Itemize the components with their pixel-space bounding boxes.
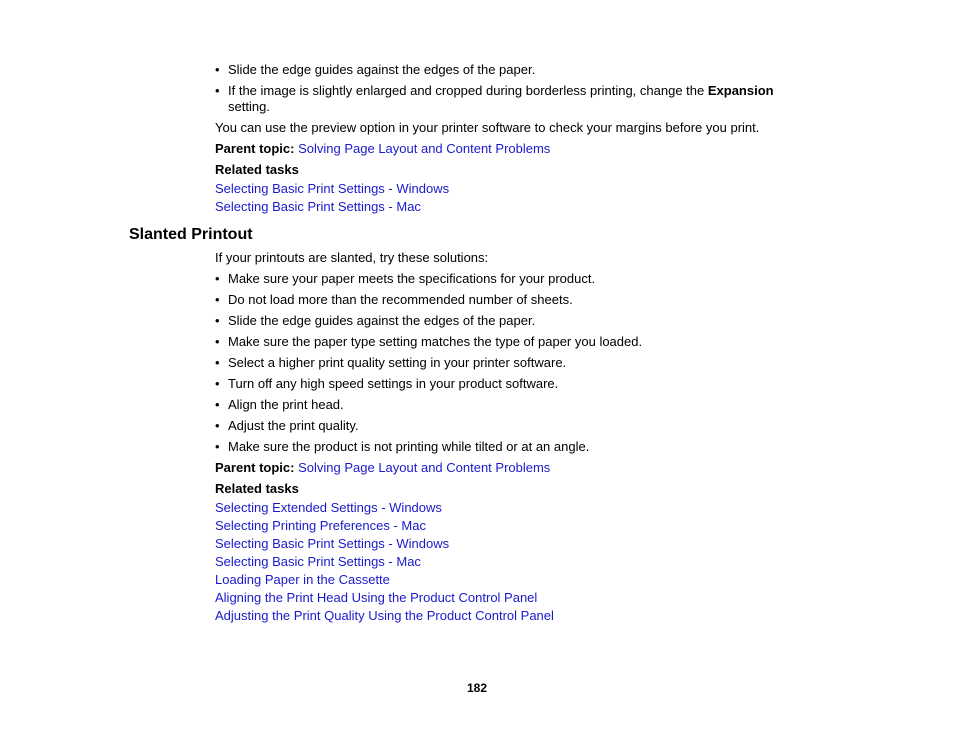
related-task-link[interactable]: Aligning the Print Head Using the Product Control Panel (215, 590, 538, 605)
intro-paragraph: If your printouts are slanted, try these solutions: (215, 250, 489, 265)
tips-bullet-list (215, 62, 815, 115)
related-task-link[interactable]: Selecting Basic Print Settings - Windows (215, 536, 450, 551)
section-expansion-tips (215, 62, 815, 217)
related-tasks-list (215, 181, 815, 215)
expansion-term: Expansion (707, 83, 774, 98)
list-item: • If the image is slightly enlarged and cropped during borderless printing, change the Expansion setting. (215, 83, 815, 115)
parent-topic-link[interactable]: Solving Page Layout and Content Problems (298, 460, 551, 475)
list-item: • Select a higher print quality setting in your printer software. (215, 355, 815, 371)
related-task-link[interactable]: Selecting Extended Settings - Windows (215, 500, 442, 515)
list-item: • Turn off any high speed settings in your product software. (215, 376, 815, 392)
parent-topic (215, 141, 815, 157)
list-item: • Align the print head. (215, 397, 815, 413)
solutions-bullet-list (215, 271, 815, 455)
list-item: • Adjust the print quality. (215, 418, 815, 434)
list-item: • Slide the edge guides against the edges of the paper. (215, 62, 815, 78)
list-item: • Do not load more than the recommended number of sheets. (215, 292, 815, 308)
related-task-link[interactable]: Loading Paper in the Cassette (215, 572, 390, 587)
related-tasks-list (215, 500, 815, 624)
related-task-link[interactable]: Adjusting the Print Quality Using the Product Control Panel (215, 608, 554, 623)
parent-topic-link[interactable]: Solving Page Layout and Content Problems (298, 141, 551, 156)
list-item: • Make sure the paper type setting matches the type of paper you loaded. (215, 334, 815, 350)
list-item: • Make sure the product is not printing while tilted or at an angle. (215, 439, 815, 455)
parent-topic-label: Parent topic: (215, 460, 295, 475)
related-task-link[interactable]: Selecting Basic Print Settings - Windows (215, 181, 450, 196)
related-tasks-label: Related tasks (215, 162, 299, 177)
related-task-link[interactable]: Selecting Basic Print Settings - Mac (215, 554, 421, 569)
page-number: 182 (466, 681, 488, 695)
preview-paragraph: You can use the preview option in your printer software to check your margins before you print. (215, 120, 760, 135)
list-item: • Make sure your paper meets the specifications for your product. (215, 271, 815, 287)
related-task-link[interactable]: Selecting Basic Print Settings - Mac (215, 199, 421, 214)
parent-topic-label: Parent topic: (215, 141, 295, 156)
related-tasks-label: Related tasks (215, 481, 299, 496)
section-heading: Slanted Printout (129, 226, 253, 243)
section-slanted-printout (215, 250, 815, 626)
parent-topic (215, 460, 815, 476)
related-task-link[interactable]: Selecting Printing Preferences - Mac (215, 518, 426, 533)
list-item: • Slide the edge guides against the edges of the paper. (215, 313, 815, 329)
